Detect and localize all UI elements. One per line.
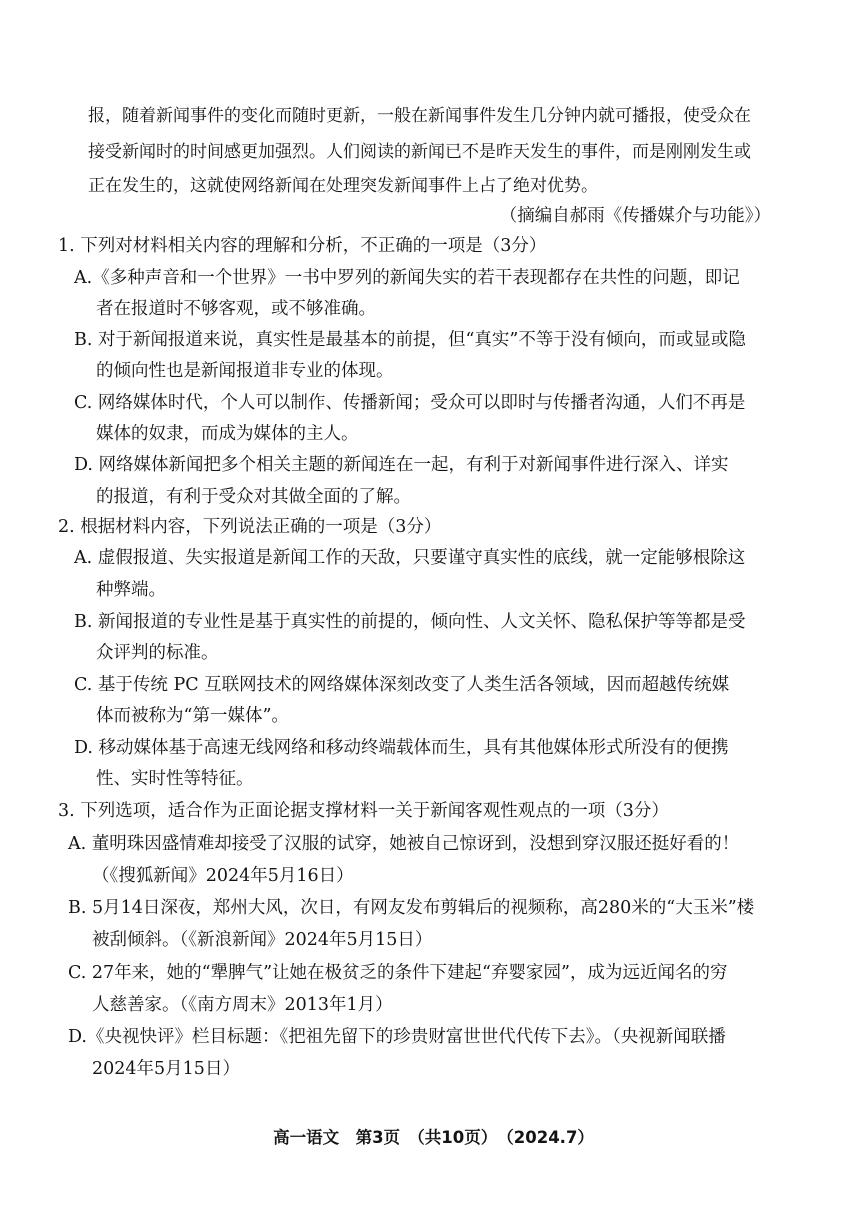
- question-2-option-a-cont: 种弊端。: [96, 580, 166, 600]
- question-3-option-b-cont: 被刮倾斜。（《新浪新闻》2024年5月15日）: [92, 930, 433, 950]
- question-1-option-d: D. 网络媒体新闻把多个相关主题的新闻连在一起，有利于对新闻事件进行深入、详实: [74, 455, 729, 475]
- question-2-option-a: A. 虚假报道、失实报道是新闻工作的天敌，只要谨守真实性的底线，就一定能够根除这: [74, 548, 746, 568]
- question-3-option-d: D.《央视快评》栏目标题：《把祖先留下的珍贵财富世世代代传下去》。（央视新闻联播: [68, 1027, 726, 1047]
- question-2-option-c-cont: 体而被称为“第一媒体”。: [96, 706, 289, 726]
- question-2-option-d-cont: 性、实时性等特征。: [96, 769, 254, 789]
- question-1-option-d-cont: 的报道，有利于受众对其做全面的了解。: [96, 487, 411, 507]
- question-3-option-a-cont: （《搜狐新闻》2024年5月16日）: [92, 866, 354, 886]
- question-3-option-c: C. 27年来，她的“犟脾气”让她在极贫乏的条件下建起“弃婴家园”，成为远近闻名的穷: [68, 963, 728, 983]
- passage-line: 接受新闻时的时间感更加强烈。人们阅读的新闻已不是昨天发生的事件，而是刚刚发生或: [88, 142, 751, 162]
- question-1-option-c: C. 网络媒体时代，个人可以制作、传播新闻；受众可以即时与传播者沟通，人们不再是: [74, 393, 746, 413]
- passage-line: 报，随着新闻事件的变化而随时更新，一般在新闻事件发生几分钟内就可播报，使受众在: [88, 106, 751, 126]
- question-2-stem: 2. 根据材料内容，下列说法正确的一项是（3分）: [58, 517, 442, 537]
- question-2-option-c: C. 基于传统 PC 互联网技术的网络媒体深刻改变了人类生活各领域，因而超越传统媒: [74, 675, 730, 695]
- question-2-option-d: D. 移动媒体基于高速无线网络和移动终端载体而生，具有其他媒体形式所没有的便携: [74, 738, 729, 758]
- page-footer: 高一语文 第3页 （共10页） （2024.7）: [273, 1128, 594, 1147]
- question-2-option-b: B. 新闻报道的专业性是基于真实性的前提的，倾向性、人文关怀、隐私保护等等都是受: [74, 612, 746, 632]
- question-1-option-a: A.《多种声音和一个世界》一书中罗列的新闻失实的若干表现都存在共性的问题，即记: [74, 268, 740, 288]
- question-3-stem: 3. 下列选项，适合作为正面论据支撑材料一关于新闻客观性观点的一项（3分）: [58, 801, 669, 821]
- question-1-option-a-cont: 者在报道时不够客观，或不够准确。: [96, 299, 376, 319]
- question-1-option-b: B. 对于新闻报道来说，真实性是最基本的前提，但“真实”不等于没有倾向，而或显或隐: [74, 330, 746, 350]
- question-2-option-b-cont: 众评判的标准。: [96, 643, 219, 663]
- question-3-option-b: B. 5月14日深夜，郑州大风，次日，有网友发布剪辑后的视频称，高280米的“大玉米”楼: [68, 898, 755, 918]
- question-3-option-c-cont: 人慈善家。（《南方周末》2013年1月）: [92, 995, 393, 1015]
- question-1-option-c-cont: 媒体的奴隶，而成为媒体的主人。: [96, 424, 359, 444]
- passage-source: （摘编自郝雨《传播媒介与功能》）: [499, 206, 771, 226]
- question-3-option-d-cont: 2024年5月15日）: [92, 1059, 240, 1079]
- question-1-option-b-cont: 的倾向性也是新闻报道非专业的体现。: [96, 361, 394, 381]
- question-3-option-a: A. 董明珠因盛情难却接受了汉服的试穿，她被自己惊讶到，没想到穿汉服还挺好看的！: [68, 834, 740, 854]
- passage-line: 正在发生的，这就使网络新闻在处理突发新闻事件上占了绝对优势。: [88, 176, 598, 196]
- question-1-stem: 1. 下列对材料相关内容的理解和分析，不正确的一项是（3分）: [58, 236, 547, 256]
